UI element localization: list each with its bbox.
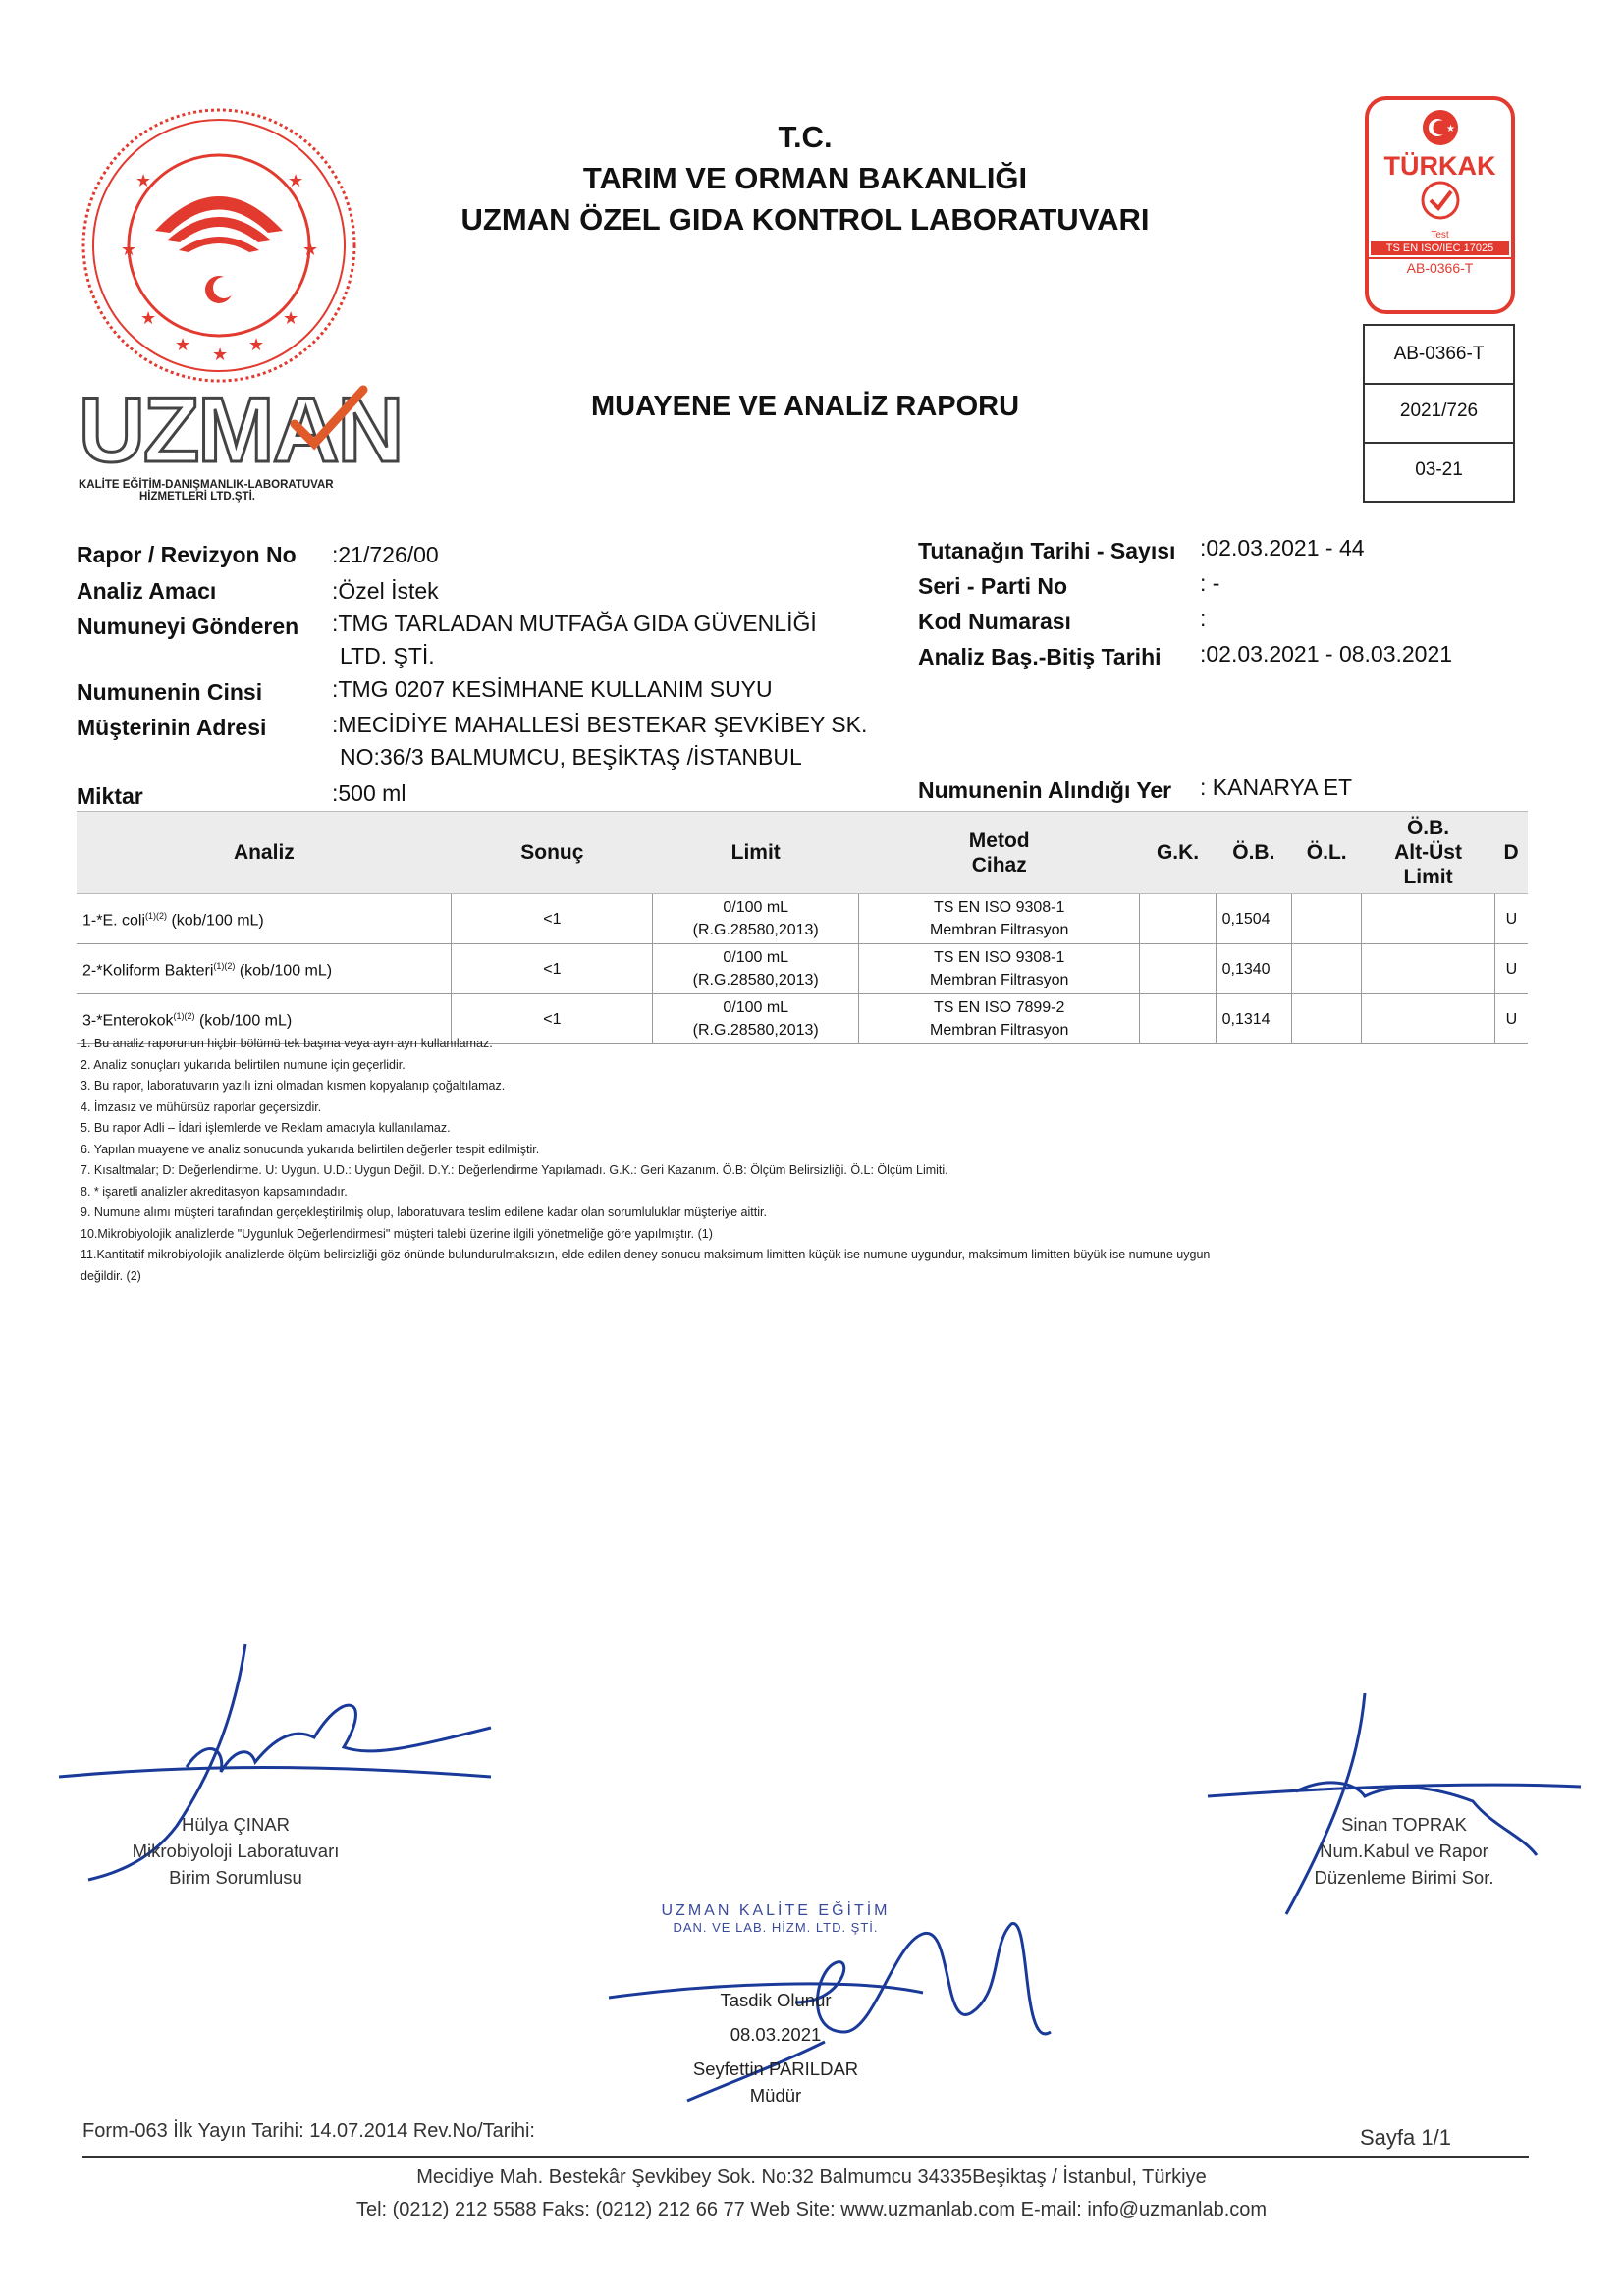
limit-1: 0/100 mL [723, 899, 789, 916]
note-item: 4. İmzasız ve mühürsüz raporlar geçersizdir. [81, 1099, 322, 1114]
metod-1: TS EN ISO 7899-2 [934, 999, 1065, 1016]
label-sample-place: Numunenin Alındığı Yer [918, 777, 1172, 803]
analiz-sup: (1)(2) [145, 911, 168, 922]
cell-obalt [1362, 894, 1494, 944]
sig-center-title: Müdür [749, 2085, 802, 2106]
th-sonuc: Sonuç [452, 812, 653, 894]
label-report-no: Rapor / Revizyon No [77, 542, 297, 567]
header-ministry: TARIM VE ORMAN BAKANLIĞI [582, 161, 1028, 195]
value-purpose: :Özel İstek [332, 578, 439, 604]
logo-subtitle-2: HİZMETLERİ LTD.ŞTİ. [139, 491, 255, 503]
analiz-unit: (kob/100 mL) [167, 912, 264, 930]
turkak-flag-icon [1421, 108, 1460, 147]
stamp-line2: DAN. VE LAB. HİZM. LTD. ŞTİ. [673, 1920, 879, 1935]
sig-left-title2: Birim Sorumlusu [169, 1867, 302, 1888]
th-ob: Ö.B. [1216, 812, 1291, 894]
header-lab: UZMAN ÖZEL GIDA KONTROL LABORATUVARI [460, 202, 1150, 237]
label-sample-type: Numunenin Cinsi [77, 679, 263, 705]
value-record-date: :02.03.2021 - 44 [1200, 535, 1365, 561]
limit-1: 0/100 mL [723, 949, 789, 966]
th-ol: Ö.L. [1292, 812, 1362, 894]
logo-wordmark: UZMAN [79, 378, 403, 481]
sig-left-title1: Mikrobiyoloji Laboratuvarı [132, 1841, 340, 1861]
company-logo [79, 378, 403, 512]
value-sender: :TMG TARLADAN MUTFAĞA GIDA GÜVENLİĞİ [332, 611, 817, 636]
th-limit: Limit [653, 812, 858, 894]
sig-right-title1: Num.Kabul ve Rapor [1320, 1841, 1488, 1861]
turkak-check-icon [1416, 180, 1465, 221]
value-sender-2: LTD. ŞTİ. [340, 643, 435, 668]
value-sample-place: : KANARYA ET [1200, 774, 1353, 800]
signature-right [1276, 1811, 1532, 1891]
svg-text:★: ★ [140, 308, 157, 329]
analiz-unit: (kob/100 mL) [194, 1012, 293, 1030]
limit-1: 0/100 mL [723, 999, 789, 1016]
value-sample-type: :TMG 0207 KESİMHANE KULLANIM SUYU [332, 676, 773, 702]
footer-page: Sayfa 1/1 [1360, 2125, 1451, 2150]
metod-2: Membran Filtrasyon [930, 922, 1069, 938]
value-address-2: NO:36/3 BALMUMCU, BEŞİKTAŞ /İSTANBUL [340, 744, 802, 770]
analiz-sup: (1)(2) [213, 961, 236, 972]
sig-right-title2: Düzenleme Birimi Sor. [1314, 1867, 1494, 1888]
label-quantity: Miktar [77, 783, 143, 809]
metod-2: Membran Filtrasyon [930, 972, 1069, 988]
th-ob-alt [1362, 812, 1494, 894]
note-item: 11.Kantitatif mikrobiyolojik analizlerde ölçüm belirsizliği göz önünde bulundurulmaksızın, elde edilen deney sonucu maksimum limitten küçük ise numune uygundur, maksimum limitten büyük ise numune uygun [81, 1248, 1211, 1261]
svg-text:★: ★ [175, 335, 191, 355]
th-metod [858, 812, 1140, 894]
label-record-date: Tutanağın Tarihi - Sayısı [918, 538, 1176, 563]
note-item: 7. Kısaltmalar; D: Değerlendirme. U: Uygun. U.D.: Uygun Değil. D.Y.: Değerlendirme Yapılamadı. G.K.: Geri Kazanım. Ö.B: Ölçüm Belirsizliği. Ö.L: Ölçüm Limiti. [81, 1163, 948, 1177]
value-batch: : - [1200, 570, 1220, 596]
cell-ol [1292, 944, 1362, 994]
turkak-brand: TÜRKAK [1383, 151, 1496, 181]
turkak-standard: TS EN ISO/IEC 17025 [1371, 241, 1509, 255]
turkak-code: AB-0366-T [1369, 257, 1511, 277]
svg-text:★: ★ [288, 171, 304, 191]
cell-gk [1140, 944, 1216, 994]
label-analysis-dates: Analiz Baş.-Bitiş Tarihi [918, 644, 1162, 669]
value-quantity: :500 ml [332, 780, 406, 806]
note-item: 1. Bu analiz raporunun hiçbir bölümü tek başına veya ayrı ayrı kullanılamaz. [81, 1037, 493, 1050]
label-purpose: Analiz Amacı [77, 578, 217, 604]
footer-address: Mecidiye Mah. Bestekâr Şevkibey Sok. No:32 Balmumcu 34335Beşiktaş / İstanbul, Türkiye [416, 2166, 1207, 2188]
sig-left-name: Hülya ÇINAR [182, 1814, 290, 1835]
cell-obalt [1362, 944, 1494, 994]
cell-analiz [77, 894, 452, 944]
metod-1: TS EN ISO 9308-1 [934, 949, 1065, 966]
note-item: 10.Mikrobiyolojik analizlerde "Uygunluk Değerlendirmesi" müşteri talebi üzerine ilgili yönetmeliğe göre yapılmıştır. (1) [81, 1226, 713, 1241]
metod-1: TS EN ISO 9308-1 [934, 899, 1065, 916]
footer-form: Form-063 İlk Yayın Tarihi: 14.07.2014 Rev.No/Tarihi: [82, 2120, 535, 2142]
note-item: 9. Numune alımı müşteri tarafından gerçekleştirilmiş olup, laboratuvara teslim edilene kadar olan sorumluluklar müşteriye aittir. [81, 1205, 767, 1219]
limit-2: (R.G.28580,2013) [692, 1022, 819, 1039]
th-metod-1: Metod [968, 828, 1030, 852]
footer-divider [82, 2156, 1529, 2158]
th-d: D [1494, 812, 1528, 894]
svg-text:★: ★ [248, 335, 265, 355]
svg-text:★: ★ [1445, 124, 1455, 134]
limit-2: (R.G.28580,2013) [692, 922, 819, 938]
svg-text:★: ★ [212, 345, 229, 365]
analiz-sup: (1)(2) [173, 1011, 195, 1022]
svg-text:★: ★ [302, 240, 319, 260]
notes-list [81, 1034, 1534, 1287]
svg-text:★: ★ [283, 308, 299, 329]
cell-ob: 0,1314 [1216, 994, 1291, 1044]
th-analiz: Analiz [77, 812, 452, 894]
value-report-no: :21/726/00 [332, 542, 439, 567]
cell-gk [1140, 894, 1216, 944]
value-analysis-dates: :02.03.2021 - 08.03.2021 [1200, 641, 1453, 667]
report-title: MUAYENE VE ANALİZ RAPORU [590, 391, 1020, 422]
signature-left [88, 1811, 383, 1891]
cell-sonuc: <1 [452, 944, 653, 994]
checkmark-icon [290, 385, 368, 454]
sig-center-approve: Tasdik Olunur [720, 1990, 832, 2010]
stamp-line1: UZMAN KALİTE EĞİTİM [661, 1902, 891, 1919]
turkak-badge [1365, 96, 1515, 314]
label-code: Kod Numarası [918, 609, 1071, 634]
cell-limit [653, 894, 858, 944]
value-code: : [1200, 606, 1207, 631]
ministry-seal [77, 103, 361, 388]
th-gk: G.K. [1140, 812, 1216, 894]
analiz-name: 3-*Enterokok [82, 1012, 174, 1030]
sig-right-name: Sinan TOPRAK [1341, 1814, 1467, 1835]
ref-box-report-no: 2021/726 [1363, 383, 1515, 444]
analiz-name: 2-*Koliform Bakteri [82, 962, 214, 980]
note-item: 2. Analiz sonuçları yukarıda belirtilen numune için geçerlidir. [81, 1057, 406, 1072]
signature-center [648, 1987, 903, 2109]
th-metod-2: Cihaz [971, 853, 1027, 877]
label-sender: Numuneyi Gönderen [77, 614, 299, 639]
th-ob-alt-1: Ö.B. [1406, 817, 1450, 839]
table-row [77, 944, 1528, 994]
seal-icon [77, 103, 361, 388]
ref-box-accreditation: AB-0366-T [1363, 324, 1515, 385]
cell-analiz [77, 944, 452, 994]
svg-text:★: ★ [121, 240, 137, 260]
sig-center-name: Seyfettin PARILDAR [692, 2058, 859, 2079]
cell-metod [858, 894, 1140, 944]
note-item: 3. Bu rapor, laboratuvarın yazılı izni olmadan kısmen kopyalanıp çoğaltılamaz. [81, 1079, 506, 1093]
analiz-name: 1-*E. coli [82, 912, 146, 930]
analiz-unit: (kob/100 mL) [235, 962, 333, 980]
note-item: değildir. (2) [81, 1268, 141, 1283]
value-address: :MECİDİYE MAHALLESİ BESTEKAR ŞEVKİBEY SK. [332, 712, 868, 737]
turkak-test: Test [1431, 230, 1449, 240]
cell-d: U [1494, 944, 1528, 994]
limit-2: (R.G.28580,2013) [692, 972, 819, 988]
logo-subtitle-1: KALİTE EĞİTİM-DANIŞMANLIK-LABORATUVAR [79, 479, 334, 491]
label-address: Müşterinin Adresi [77, 715, 267, 740]
footer-contact: Tel: (0212) 212 5588 Faks: (0212) 212 66 77 Web Site: www.uzmanlab.com E-mail: info@uzmanlab.com [355, 2199, 1268, 2220]
ref-box-period: 03-21 [1363, 442, 1515, 503]
cell-d: U [1494, 894, 1528, 944]
svg-text:★: ★ [135, 171, 152, 191]
cell-limit [653, 944, 858, 994]
cell-sonuc: <1 [452, 994, 653, 1044]
results-table [77, 811, 1528, 1044]
label-batch: Seri - Parti No [918, 573, 1068, 599]
sig-center-date: 08.03.2021 [730, 2024, 822, 2045]
cell-d: U [1494, 994, 1528, 1044]
metod-2: Membran Filtrasyon [930, 1022, 1069, 1039]
note-item: 8. * işaretli analizler akreditasyon kapsamındadır. [81, 1184, 348, 1199]
table-row [77, 894, 1528, 944]
cell-ob: 0,1340 [1216, 944, 1291, 994]
cell-ol [1292, 894, 1362, 944]
cell-metod [858, 944, 1140, 994]
cell-sonuc: <1 [452, 894, 653, 944]
th-ob-alt-2: Alt-Üst Limit [1394, 841, 1462, 888]
note-item: 6. Yapılan muayene ve analiz sonucunda yukarıda belirtilen değerler tespit edilmiştir. [81, 1142, 540, 1156]
table-header-row [77, 812, 1528, 894]
header-tc: T.C. [778, 120, 833, 154]
cell-ob: 0,1504 [1216, 894, 1291, 944]
note-item: 5. Bu rapor Adli – İdari işlemlerde ve Reklam amacıyla kullanılamaz. [81, 1121, 451, 1135]
